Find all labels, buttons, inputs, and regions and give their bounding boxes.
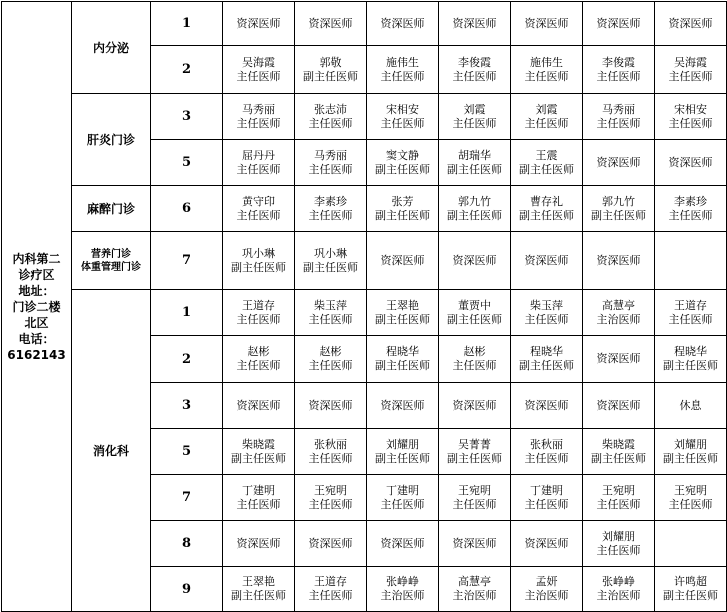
- doctor-title: 主任医师: [308, 162, 353, 176]
- doctor-cell: [439, 475, 511, 521]
- doctor-cell: [655, 383, 727, 429]
- doctor-name: 胡瑞华: [458, 148, 491, 162]
- department-name-line: 体重管理门诊: [81, 261, 141, 273]
- doctor-cell: [367, 475, 439, 521]
- doctor-cell: [655, 46, 727, 94]
- doctor-cell: [295, 46, 367, 94]
- doctor-cell: [583, 94, 655, 140]
- clinic-info-line: 地址：: [18, 283, 55, 298]
- doctor-title: 主任医师: [452, 69, 497, 83]
- schedule-row: [2, 232, 727, 290]
- doctor-cell: [295, 2, 367, 46]
- doctor-name: 资深医师: [524, 253, 569, 267]
- doctor-name: 张芳: [391, 194, 414, 208]
- room-number: 5: [151, 429, 223, 475]
- doctor-name: 资深医师: [380, 253, 425, 267]
- doctor-name: 赵彬: [247, 345, 270, 358]
- clinic-info-line: 诊疗区: [18, 267, 55, 282]
- doctor-name: 王道存: [674, 298, 707, 312]
- doctor-name: 刘耀朋: [602, 529, 635, 543]
- doctor-name: 丁建明: [386, 483, 419, 497]
- doctor-title: 主治医师: [596, 312, 641, 326]
- doctor-name: 高慧亭: [602, 298, 635, 312]
- doctor-title: 主治医师: [452, 589, 497, 602]
- doctor-cell: [223, 383, 295, 429]
- doctor-name: 刘霞: [463, 102, 486, 116]
- doctor-name: 柴晓霞: [242, 437, 275, 451]
- clinic-info-line: 6162143: [7, 347, 66, 362]
- doctor-name: 王宛明: [674, 483, 707, 497]
- doctor-name: 柴玉萍: [530, 298, 563, 312]
- doctor-title: 主任医师: [596, 497, 641, 511]
- doctor-cell: [655, 475, 727, 521]
- room-number: 2: [151, 46, 223, 94]
- doctor-title: 主任医师: [236, 497, 281, 511]
- doctor-title: 副主任医师: [663, 589, 718, 602]
- doctor-cell: [295, 429, 367, 475]
- doctor-cell: [439, 567, 511, 612]
- doctor-cell: [583, 186, 655, 232]
- doctor-name: 刘霞: [535, 102, 558, 116]
- doctor-title: 主治医师: [596, 589, 641, 602]
- doctor-cell: [367, 567, 439, 612]
- doctor-name: 资深医师: [596, 253, 641, 267]
- doctor-title: 主任医师: [524, 69, 569, 83]
- doctor-cell: [439, 94, 511, 140]
- schedule-row: [2, 2, 727, 46]
- doctor-name: 郭九竹: [602, 194, 635, 208]
- doctor-name: 王宛明: [458, 483, 491, 497]
- doctor-title: 主任医师: [668, 497, 713, 511]
- department-name: [72, 290, 151, 612]
- doctor-title: 主任医师: [236, 162, 281, 176]
- doctor-name: 郭敬: [319, 55, 342, 69]
- doctor-title: 主任医师: [452, 116, 497, 130]
- doctor-title: 主任医师: [668, 69, 713, 83]
- doctor-name: 资深医师: [380, 16, 425, 30]
- doctor-cell: [295, 94, 367, 140]
- doctor-name: 程晓华: [674, 345, 707, 358]
- doctor-name: 李俊霞: [458, 55, 491, 69]
- doctor-cell: [583, 140, 655, 186]
- doctor-name: 张峥峥: [602, 575, 635, 588]
- doctor-cell: [295, 140, 367, 186]
- doctor-cell: [295, 567, 367, 612]
- room-number: 1: [151, 2, 223, 46]
- doctor-name: 休息: [679, 398, 702, 412]
- doctor-title: 副主任医师: [519, 208, 574, 222]
- doctor-cell: [295, 290, 367, 336]
- doctor-title: 主任医师: [524, 451, 569, 465]
- doctor-cell: [223, 521, 295, 567]
- doctor-title: 主任医师: [308, 359, 353, 372]
- doctor-name: 资深医师: [596, 155, 641, 169]
- doctor-title: 副主任医师: [231, 260, 286, 274]
- doctor-title: 主任医师: [452, 497, 497, 511]
- doctor-cell: [439, 2, 511, 46]
- schedule-row: [2, 186, 727, 232]
- doctor-title: 主任医师: [380, 116, 425, 130]
- doctor-cell: [655, 429, 727, 475]
- doctor-cell: [223, 290, 295, 336]
- doctor-cell: [511, 232, 583, 290]
- doctor-cell: [223, 429, 295, 475]
- doctor-title: 副主任医师: [447, 162, 502, 176]
- doctor-cell: [295, 232, 367, 290]
- doctor-cell: [367, 186, 439, 232]
- doctor-cell: [367, 383, 439, 429]
- doctor-title: 副主任医师: [231, 451, 286, 465]
- room-number: 7: [151, 475, 223, 521]
- doctor-title: 副主任医师: [519, 162, 574, 176]
- doctor-title: 主任医师: [236, 69, 281, 83]
- doctor-name: 王宛明: [314, 483, 347, 497]
- doctor-name: 柴晓霞: [602, 437, 635, 451]
- doctor-cell: [583, 429, 655, 475]
- doctor-name: 赵彬: [463, 345, 486, 358]
- doctor-name: 赵彬: [319, 345, 342, 358]
- doctor-title: 主治医师: [524, 589, 569, 602]
- doctor-name: 资深医师: [596, 352, 641, 365]
- doctor-title: 主任医师: [668, 312, 713, 326]
- doctor-name: 王道存: [242, 298, 275, 312]
- doctor-name: 刘耀朋: [674, 437, 707, 451]
- doctor-name: 李素珍: [314, 194, 347, 208]
- doctor-name: 王翠艳: [242, 575, 275, 588]
- doctor-name: 曹存礼: [530, 194, 563, 208]
- clinic-info-line: 电话：: [18, 331, 55, 346]
- room-number: 5: [151, 140, 223, 186]
- doctor-name: 吴菁菁: [458, 437, 491, 451]
- doctor-name: 屈丹丹: [242, 148, 275, 162]
- doctor-name: 马秀丽: [242, 102, 275, 116]
- doctor-cell: [439, 290, 511, 336]
- doctor-cell: [223, 567, 295, 612]
- room-number: 3: [151, 383, 223, 429]
- doctor-name: 马秀丽: [602, 102, 635, 116]
- department-name-line: 肝炎门诊: [86, 132, 135, 147]
- doctor-title: 主任医师: [308, 208, 353, 222]
- doctor-cell: [367, 336, 439, 383]
- doctor-title: 副主任医师: [447, 312, 502, 326]
- department-name: [72, 94, 151, 186]
- doctor-cell: [439, 140, 511, 186]
- clinic-info-line: 内科第二: [12, 251, 61, 266]
- doctor-cell: [511, 290, 583, 336]
- doctor-name: 黄守印: [242, 194, 275, 208]
- doctor-name: 刘耀朋: [386, 437, 419, 451]
- doctor-name: 程晓华: [386, 345, 419, 358]
- doctor-title: 主任医师: [308, 116, 353, 130]
- doctor-name: 资深医师: [452, 536, 497, 550]
- doctor-title: 副主任医师: [375, 208, 430, 222]
- doctor-cell: [583, 383, 655, 429]
- schedule-table: [1, 1, 727, 612]
- doctor-name: 资深医师: [236, 16, 281, 30]
- doctor-name: 资深医师: [596, 398, 641, 412]
- doctor-cell: [511, 429, 583, 475]
- doctor-name: 资深医师: [452, 253, 497, 267]
- doctor-cell: [583, 521, 655, 567]
- doctor-name: 丁建明: [242, 483, 275, 497]
- doctor-name: 巩小琳: [242, 246, 275, 260]
- doctor-name: 资深医师: [452, 16, 497, 30]
- doctor-cell: [223, 186, 295, 232]
- doctor-title: 主任医师: [308, 451, 353, 465]
- doctor-title: 主任医师: [596, 543, 641, 557]
- room-number: 7: [151, 232, 223, 290]
- doctor-cell: [367, 521, 439, 567]
- doctor-name: 王道存: [314, 575, 347, 588]
- schedule-row: [2, 290, 727, 336]
- room-number: 6: [151, 186, 223, 232]
- doctor-cell: [439, 383, 511, 429]
- doctor-cell: [511, 383, 583, 429]
- doctor-cell: [439, 232, 511, 290]
- doctor-cell: [583, 46, 655, 94]
- doctor-name: 马秀丽: [314, 148, 347, 162]
- doctor-name: 孟妍: [535, 575, 558, 588]
- doctor-title: 主任医师: [380, 497, 425, 511]
- doctor-name: 资深医师: [668, 155, 713, 169]
- doctor-cell: [655, 232, 727, 290]
- doctor-name: 窦文静: [386, 148, 419, 162]
- department-name: [72, 2, 151, 94]
- clinic-info-line: 门诊二楼: [12, 299, 61, 314]
- doctor-title: 主任医师: [524, 116, 569, 130]
- doctor-title: 副主任医师: [231, 589, 286, 602]
- department-name-line: 营养门诊: [91, 248, 131, 260]
- doctor-title: 副主任医师: [591, 208, 646, 222]
- doctor-cell: [583, 290, 655, 336]
- doctor-name: 柴玉萍: [314, 298, 347, 312]
- doctor-name: 资深医师: [524, 16, 569, 30]
- doctor-cell: [655, 521, 727, 567]
- doctor-cell: [367, 94, 439, 140]
- schedule-body: [2, 2, 727, 612]
- doctor-name: 资深医师: [308, 536, 353, 550]
- doctor-title: 主任医师: [236, 208, 281, 222]
- doctor-title: 副主任医师: [591, 451, 646, 465]
- doctor-name: 资深医师: [380, 398, 425, 412]
- doctor-cell: [367, 46, 439, 94]
- doctor-name: 宋相安: [386, 102, 419, 116]
- doctor-name: 张志沛: [314, 102, 347, 116]
- doctor-title: 主任医师: [308, 497, 353, 511]
- doctor-name: 资深医师: [308, 398, 353, 412]
- doctor-title: 副主任医师: [663, 359, 718, 372]
- room-number: 9: [151, 567, 223, 612]
- doctor-title: 主任医师: [596, 116, 641, 130]
- doctor-name: 许鸣超: [674, 575, 707, 588]
- doctor-name: 程晓华: [530, 345, 563, 358]
- doctor-cell: [511, 186, 583, 232]
- doctor-name: 吴海霞: [674, 55, 707, 69]
- room-number: 1: [151, 290, 223, 336]
- doctor-cell: [655, 140, 727, 186]
- doctor-name: 资深医师: [236, 398, 281, 412]
- doctor-title: 副主任医师: [447, 451, 502, 465]
- doctor-name: 高慧亭: [458, 575, 491, 588]
- doctor-title: 主任医师: [236, 359, 281, 372]
- doctor-title: 主任医师: [452, 359, 497, 372]
- doctor-title: 主任医师: [596, 69, 641, 83]
- clinic-info: [2, 2, 72, 612]
- doctor-cell: [367, 140, 439, 186]
- doctor-cell: [439, 429, 511, 475]
- doctor-title: 主任医师: [668, 208, 713, 222]
- doctor-cell: [439, 336, 511, 383]
- doctor-name: 资深医师: [524, 536, 569, 550]
- doctor-title: 主任医师: [380, 69, 425, 83]
- doctor-name: 张秋丽: [530, 437, 563, 451]
- doctor-name: 丁建明: [530, 483, 563, 497]
- doctor-title: 副主任医师: [447, 208, 502, 222]
- doctor-name: 施伟生: [386, 55, 419, 69]
- doctor-cell: [655, 336, 727, 383]
- department-name-line: 内分泌: [92, 40, 129, 55]
- doctor-name: 张峥峥: [386, 575, 419, 588]
- doctor-title: 副主任医师: [375, 359, 430, 372]
- doctor-cell: [583, 475, 655, 521]
- doctor-cell: [295, 521, 367, 567]
- doctor-cell: [511, 521, 583, 567]
- doctor-title: 主任医师: [524, 312, 569, 326]
- doctor-name: 资深医师: [236, 536, 281, 550]
- doctor-cell: [655, 94, 727, 140]
- doctor-cell: [223, 475, 295, 521]
- doctor-title: 副主任医师: [375, 162, 430, 176]
- doctor-name: 王震: [535, 148, 558, 162]
- doctor-cell: [583, 232, 655, 290]
- doctor-title: 主治医师: [380, 589, 425, 602]
- doctor-cell: [583, 336, 655, 383]
- doctor-cell: [367, 290, 439, 336]
- department-name-line: 麻醉门诊: [86, 201, 135, 216]
- doctor-cell: [223, 94, 295, 140]
- doctor-cell: [655, 2, 727, 46]
- doctor-title: 主任医师: [308, 589, 353, 602]
- doctor-name: 资深医师: [308, 16, 353, 30]
- doctor-cell: [511, 336, 583, 383]
- doctor-cell: [223, 336, 295, 383]
- doctor-name: 吴海霞: [242, 55, 275, 69]
- doctor-title: 主任医师: [236, 312, 281, 326]
- doctor-cell: [511, 2, 583, 46]
- doctor-name: 王翠艳: [386, 298, 419, 312]
- doctor-name: 董贾中: [458, 298, 491, 312]
- department-name-line: 消化科: [92, 443, 129, 458]
- doctor-title: 副主任医师: [375, 312, 430, 326]
- doctor-cell: [511, 475, 583, 521]
- doctor-title: 主任医师: [524, 497, 569, 511]
- doctor-title: 副主任医师: [663, 451, 718, 465]
- doctor-name: 王宛明: [602, 483, 635, 497]
- clinic-info-line: 北区: [24, 315, 49, 330]
- doctor-cell: [439, 186, 511, 232]
- doctor-cell: [223, 46, 295, 94]
- doctor-title: 主任医师: [236, 116, 281, 130]
- doctor-cell: [655, 290, 727, 336]
- doctor-cell: [223, 2, 295, 46]
- doctor-name: 资深医师: [668, 16, 713, 30]
- doctor-cell: [367, 2, 439, 46]
- room-number: 8: [151, 521, 223, 567]
- doctor-cell: [511, 140, 583, 186]
- doctor-cell: [367, 429, 439, 475]
- doctor-name: 张秋丽: [314, 437, 347, 451]
- doctor-name: 资深医师: [596, 16, 641, 30]
- doctor-name: 资深医师: [380, 536, 425, 550]
- room-number: 2: [151, 336, 223, 383]
- doctor-cell: [223, 140, 295, 186]
- doctor-cell: [583, 2, 655, 46]
- doctor-cell: [583, 567, 655, 612]
- doctor-title: 副主任医师: [519, 359, 574, 372]
- department-name: [72, 232, 151, 290]
- doctor-title: 副主任医师: [375, 451, 430, 465]
- doctor-name: 李素珍: [674, 194, 707, 208]
- doctor-title: 主任医师: [668, 116, 713, 130]
- doctor-cell: [367, 232, 439, 290]
- doctor-name: 施伟生: [530, 55, 563, 69]
- doctor-title: 主任医师: [308, 312, 353, 326]
- doctor-cell: [295, 475, 367, 521]
- doctor-cell: [295, 336, 367, 383]
- schedule-row: [2, 94, 727, 140]
- doctor-name: 资深医师: [452, 398, 497, 412]
- doctor-cell: [655, 186, 727, 232]
- doctor-name: 李俊霞: [602, 55, 635, 69]
- doctor-name: 巩小琳: [314, 246, 347, 260]
- doctor-cell: [223, 232, 295, 290]
- doctor-cell: [295, 186, 367, 232]
- room-number: 3: [151, 94, 223, 140]
- doctor-cell: [295, 383, 367, 429]
- doctor-name: 宋相安: [674, 102, 707, 116]
- doctor-cell: [511, 46, 583, 94]
- doctor-cell: [439, 46, 511, 94]
- doctor-cell: [511, 567, 583, 612]
- department-name: [72, 186, 151, 232]
- doctor-cell: [655, 567, 727, 612]
- doctor-name: 郭九竹: [458, 194, 491, 208]
- doctor-cell: [439, 521, 511, 567]
- doctor-name: 资深医师: [524, 398, 569, 412]
- doctor-title: 副主任医师: [303, 260, 358, 274]
- doctor-cell: [511, 94, 583, 140]
- doctor-title: 副主任医师: [303, 69, 358, 83]
